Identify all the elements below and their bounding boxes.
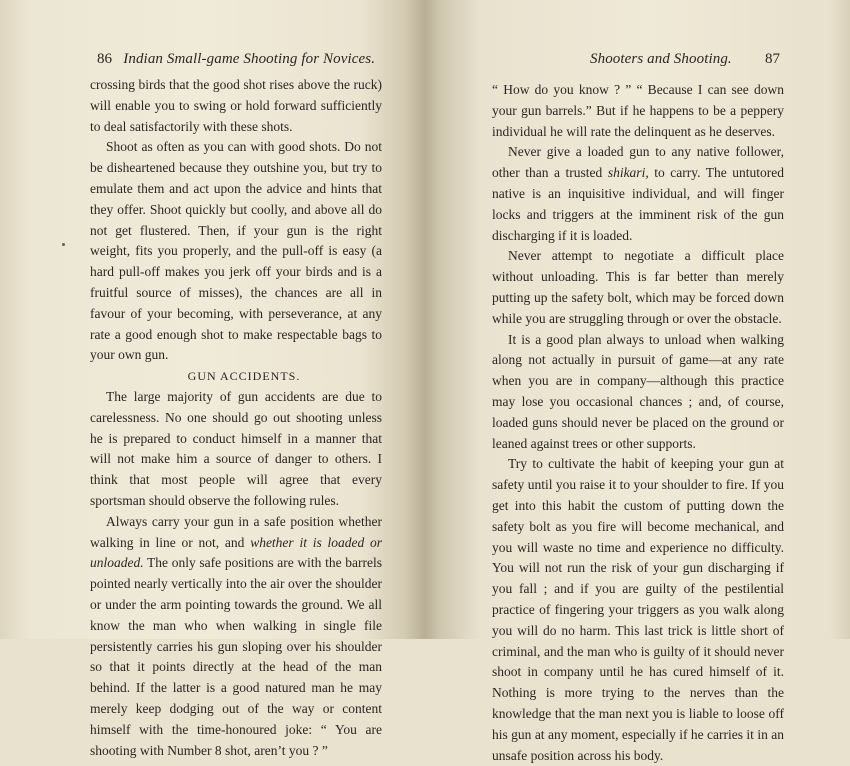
paragraph — [492, 142, 784, 246]
paragraph: Never attempt to negotiate a difficult place without unloading. This is far better than merely putting up the safety bolt, which may be forced down while you are struggling through or over the obstacle. — [492, 248, 784, 326]
paragraph: The large majority of gun accidents are due to carelessness. No one should go out shooting unless he is prepared to conduct himself in a manner that will not make him a source of danger to others. I think that most people will agree that every sportsman should observe the following rules. — [90, 388, 382, 508]
right-page-number: 87 — [765, 51, 780, 67]
text-run: Always carry your gun in a safe position whether walking in line or not, and — [90, 513, 382, 550]
right-running-header — [490, 49, 780, 69]
text-run: The only safe positions are with the barrels pointed nearly vertically into the air over the shoulder or under the arm pointing towards the ground. We all know the man who when walking in single file persistently carries his gun sloping over his shoulder so that it points directly at the head of the man behind. If the latter is a good natured man he may merely keep dodging out of the way or content himself with the time-honoured joke: “ You are shooting with Number 8 shot, aren’t you ? ” — [90, 555, 382, 758]
paragraph: Shoot as often as you can with good shots. Do not be disheartened because they outshine you, but try to emulate them and act upon the advice and hints that they offer. Shoot quickly but coolly, and above all do not get flustered. Then, if your gun is the right weight, fits you properly, and the pull-off is easy (a hard pull-off makes you jerk off your birds and is a fruitful source of misses), the chances are all in favour of your becoming, with perseverance, at any rate a good enough shot to make respectable bags to your own gun. — [90, 139, 382, 363]
paragraph: “ How do you know ? ” “ Because I can see down your gun barrels.” But if he happens to be a peppery individual he will rate the delinquent as he deserves. — [492, 82, 784, 139]
left-running-head: Indian Small-game Shooting for Novices. — [123, 51, 376, 67]
right-running-head: Shooters and Shooting. — [590, 51, 732, 67]
emphasis-text: shikari, — [607, 165, 649, 181]
right-body-text — [492, 80, 784, 766]
section-heading: GUN ACCIDENTS. — [187, 369, 301, 384]
text-run: Never give a loaded gun to any native follower, other than a trusted — [492, 144, 784, 181]
left-page-number: 86 — [97, 51, 112, 67]
paragraph: crossing birds that the good shot rises above the ruck) will enable you to swing or hold forward sufficiently to deal satisfactorily with these shots. — [90, 77, 382, 134]
paragraph: It is a good plan always to unload when walking along not actually in pursuit of game—at any rate when you are in company—although this practice may lose you occasional chances ; and, of course, loaded guns should never be placed on the ground or leaned against trees or other supports. — [492, 331, 784, 451]
paragraph: Try to cultivate the habit of keeping your gun at safety until you raise it to your shoulder to fire. If you get into this habit the custom of putting down the safety bolt as you fire will become mechanical, and you will waste no time and experience no difficulty. You will not run the risk of your gun discharging if you fall ; and if you are guilty of the pestilential practice of fingering your triggers as you walk along you will do no harm. This last trick is little short of criminal, and the man who is guilty of it should never shoot in company until he has cured himself of it. Nothing is more trying to the nerves than the knowledge that the man next you is liable to loose off his gun at any moment, especially if he carries it in an unsafe position across his body. — [492, 456, 784, 763]
emphasis-text: whether it is loaded or unloaded. — [90, 534, 382, 571]
text-run: to carry. The untutored native is an inquisitive individual, and will finger locks and triggers at the imminent risk of the gun discharging if it is loaded. — [492, 165, 784, 243]
